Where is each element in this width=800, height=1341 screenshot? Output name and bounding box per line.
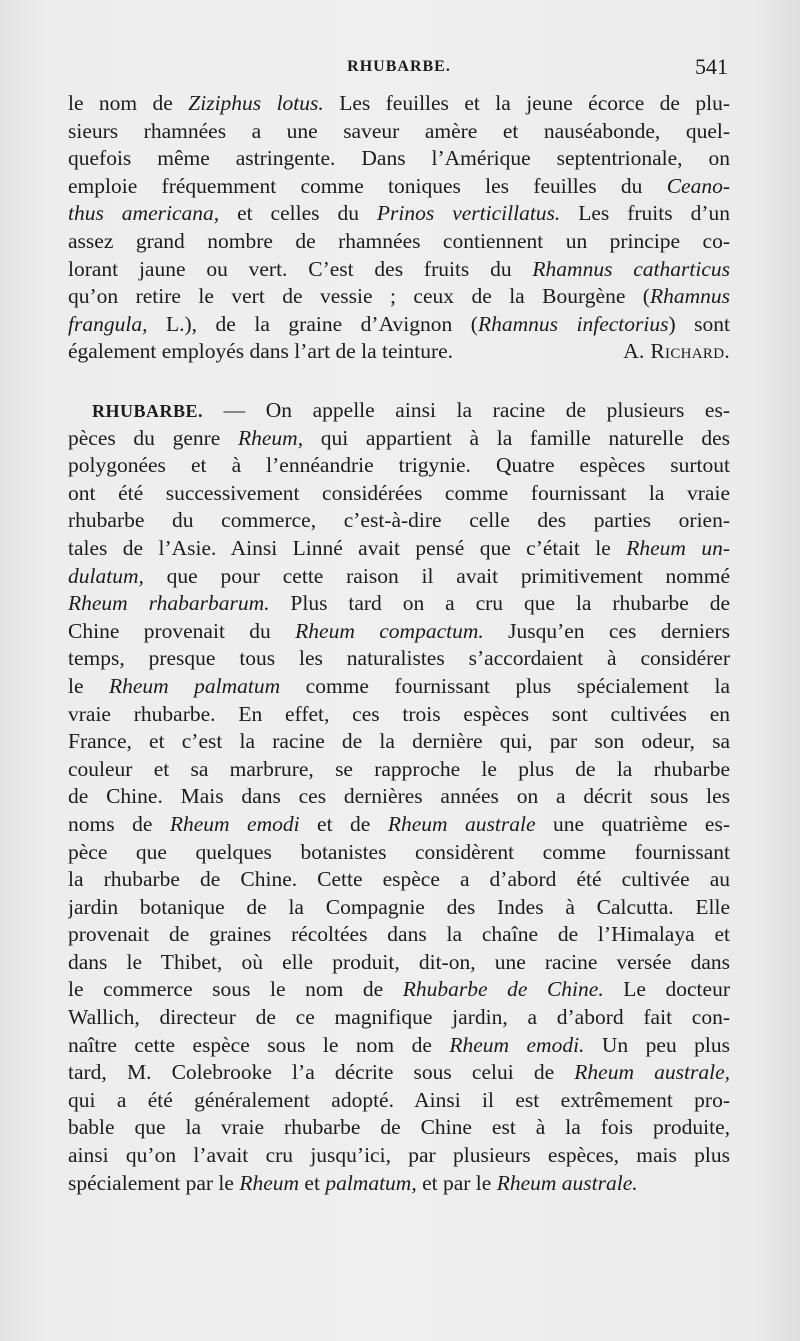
text-run: tard, M. Colebrooke l’a décrite sous celui de	[68, 1060, 575, 1085]
text-run: spécialement par le	[68, 1170, 240, 1195]
text-line	[68, 1087, 730, 1115]
text-run: Le docteur	[603, 977, 730, 1002]
text-run: France, et c’est la racine de la dernière qui, par son odeur, sa	[68, 729, 730, 754]
text-run: comme fournissant plus spécialement la	[280, 673, 730, 698]
author-signature: A. Richard.	[623, 339, 730, 364]
entry-heading: RHUBARBE.	[92, 401, 204, 421]
italic-text-run: Rheum compactum.	[295, 618, 484, 643]
block1-last-text: également employés dans l’art de la teinture.	[68, 339, 454, 364]
italic-text-run: Rhubarbe de Chine.	[402, 977, 604, 1002]
rhubarbe-article	[68, 397, 730, 1197]
italic-text-run: Rhamnus catharticus	[532, 256, 730, 281]
text-run: de Chine. Mais dans ces dernières années on a décrit sous les	[68, 784, 730, 809]
text-run: — On appelle ainsi la racine de plusieurs es-	[203, 398, 730, 422]
text-line	[68, 1142, 730, 1170]
text-run: qui a été généralement adopté. Ainsi il est extrêmement pro-	[68, 1087, 730, 1112]
text-run: la rhubarbe de Chine. Cette espèce a d’abord été cultivée au	[68, 867, 730, 892]
text-line	[68, 311, 730, 339]
text-run: et	[299, 1170, 326, 1195]
text-line	[68, 728, 730, 756]
text-line	[68, 921, 730, 949]
text-run: et par le	[416, 1170, 497, 1195]
text-run: jardin botanique de la Compagnie des Indes à Calcutta. Elle	[68, 894, 730, 919]
italic-text-run: Prinos verticillatus.	[376, 201, 561, 226]
text-run: Plus tard on a cru que la rhubarbe de	[269, 591, 730, 616]
text-line	[68, 618, 730, 646]
text-run: rhubarbe du commerce, c’est-à-dire celle des parties orien-	[68, 508, 730, 533]
text-run: ainsi qu’on l’avait cru jusqu’ici, par plusieurs espèces, mais plus	[68, 1143, 730, 1168]
text-run: ont été successivement considérées comme fournissant la vraie	[68, 480, 730, 505]
text-run: et celles du	[219, 201, 377, 226]
italic-text-run: Rheum un-	[626, 535, 730, 560]
text-run: le commerce sous le nom de	[68, 977, 403, 1002]
text-line	[68, 283, 730, 311]
block1-last-line	[68, 338, 730, 366]
text-run: couleur et sa marbrure, se rapproche le plus de la rhubarbe	[68, 756, 730, 781]
text-line	[68, 118, 730, 146]
text-line	[68, 645, 730, 673]
text-run: qu’on retire le vert de vessie ; ceux de la Bourgène (	[68, 284, 650, 309]
italic-text-run: Ziziphus lotus.	[188, 91, 324, 115]
italic-text-run: Rheum rhabarbarum.	[68, 591, 270, 616]
text-line	[68, 1114, 730, 1142]
text-run: provenait de graines récoltées dans la chaîne de l’Himalaya et	[68, 922, 730, 947]
italic-text-run: thus americana,	[68, 201, 220, 226]
text-line	[68, 256, 730, 284]
text-run: dans le Thibet, où elle produit, dit-on, une racine versée dans	[68, 949, 730, 974]
text-line	[68, 866, 730, 894]
text-run: une quatrième es-	[535, 811, 730, 836]
italic-text-run: Rheum palmatum	[109, 673, 281, 698]
text-run: pèce que quelques botanistes considèrent comme fournissant	[68, 839, 730, 864]
text-line	[68, 507, 730, 535]
running-head: RHUBARBE.	[347, 58, 451, 75]
text-line	[68, 535, 730, 563]
italic-text-run: Rheum australe,	[574, 1060, 730, 1085]
text-run: vraie rhubarbe. En effet, ces trois espèces sont cultivées en	[68, 701, 730, 726]
text-run: bable que la vraie rhubarbe de Chine est à la fois produite,	[68, 1115, 730, 1140]
italic-text-run: Rhamnus	[649, 284, 730, 309]
italic-text-run: dulatum,	[68, 563, 144, 588]
text-run: polygonées et à l’ennéandrie trigynie. Quatre espèces surtout	[68, 453, 730, 478]
text-run: naître cette espèce sous le nom de	[68, 1032, 450, 1057]
text-run: Les fruits d’un	[560, 201, 730, 226]
italic-text-run: Rheum australe.	[496, 1170, 638, 1195]
text-run: le nom de	[68, 91, 189, 115]
text-run: ) sont	[668, 311, 730, 336]
text-line	[68, 673, 730, 701]
text-line	[68, 783, 730, 811]
text-line	[68, 701, 730, 729]
italic-text-run: palmatum,	[325, 1170, 417, 1195]
text-run: assez grand nombre de rhamnées contiennent un principe co-	[68, 228, 730, 253]
text-run: et de	[299, 811, 388, 836]
text-line	[68, 590, 730, 618]
text-run: noms de	[68, 811, 170, 836]
italic-text-run: Rheum emodi	[169, 811, 300, 836]
block2-lines	[68, 397, 730, 1197]
page-number: 541	[695, 54, 728, 79]
text-line	[68, 894, 730, 922]
text-line	[68, 1032, 730, 1060]
text-run: Jusqu’en ces derniers	[483, 618, 730, 643]
block1-lines	[68, 90, 730, 338]
text-run: sieurs rhamnées a une saveur amère et nauséabonde, quel-	[68, 118, 730, 143]
text-line	[68, 976, 730, 1004]
italic-text-run: Ceano-	[666, 173, 730, 198]
text-line	[68, 397, 730, 425]
text-run: Wallich, directeur de ce magnifique jardin, a d’abord fait con-	[68, 1005, 730, 1030]
text-line	[68, 90, 730, 118]
text-line	[68, 1059, 730, 1087]
italic-text-run: Rhamnus infectorius	[477, 311, 669, 336]
text-line	[68, 145, 730, 173]
text-run: quefois même astringente. Dans l’Amérique septentrionale, on	[68, 146, 730, 171]
italic-text-run: Rheum australe	[387, 811, 536, 836]
italic-text-run: Rheum	[239, 1170, 300, 1195]
italic-text-run: Rheum,	[238, 425, 304, 450]
text-run: L.), de la graine d’Avignon (	[147, 311, 478, 336]
text-line	[68, 949, 730, 977]
text-line	[68, 173, 730, 201]
italic-text-run: Rheum emodi.	[449, 1032, 585, 1057]
italic-text-run: frangula,	[68, 311, 148, 336]
text-line	[68, 1004, 730, 1032]
text-run: le	[68, 673, 109, 698]
text-line	[68, 480, 730, 508]
text-line	[68, 811, 730, 839]
text-line	[68, 839, 730, 867]
page-header	[68, 54, 730, 86]
text-run: pèces du genre	[68, 425, 238, 450]
text-run: qui appartient à la famille naturelle des	[303, 425, 730, 450]
text-run: Les feuilles et la jeune écorce de plu-	[323, 91, 730, 115]
text-line	[68, 200, 730, 228]
text-run: Un peu plus	[584, 1032, 730, 1057]
text-line	[68, 563, 730, 591]
text-run: que pour cette raison il avait primitivement nommé	[143, 563, 730, 588]
text-line	[68, 756, 730, 784]
text-line	[68, 452, 730, 480]
text-run: temps, presque tous les naturalistes s’accordaient à considérer	[68, 646, 730, 671]
text-run: tales de l’Asie. Ainsi Linné avait pensé que c’était le	[68, 535, 627, 560]
text-run: Chine provenait du	[68, 618, 296, 643]
text-line	[68, 425, 730, 453]
richard-article-end	[68, 90, 730, 366]
text-run: emploie fréquemment comme toniques les feuilles du	[68, 173, 667, 198]
text-run: lorant jaune ou vert. C’est des fruits du	[68, 256, 533, 281]
text-line	[68, 228, 730, 256]
text-line	[68, 1170, 730, 1198]
